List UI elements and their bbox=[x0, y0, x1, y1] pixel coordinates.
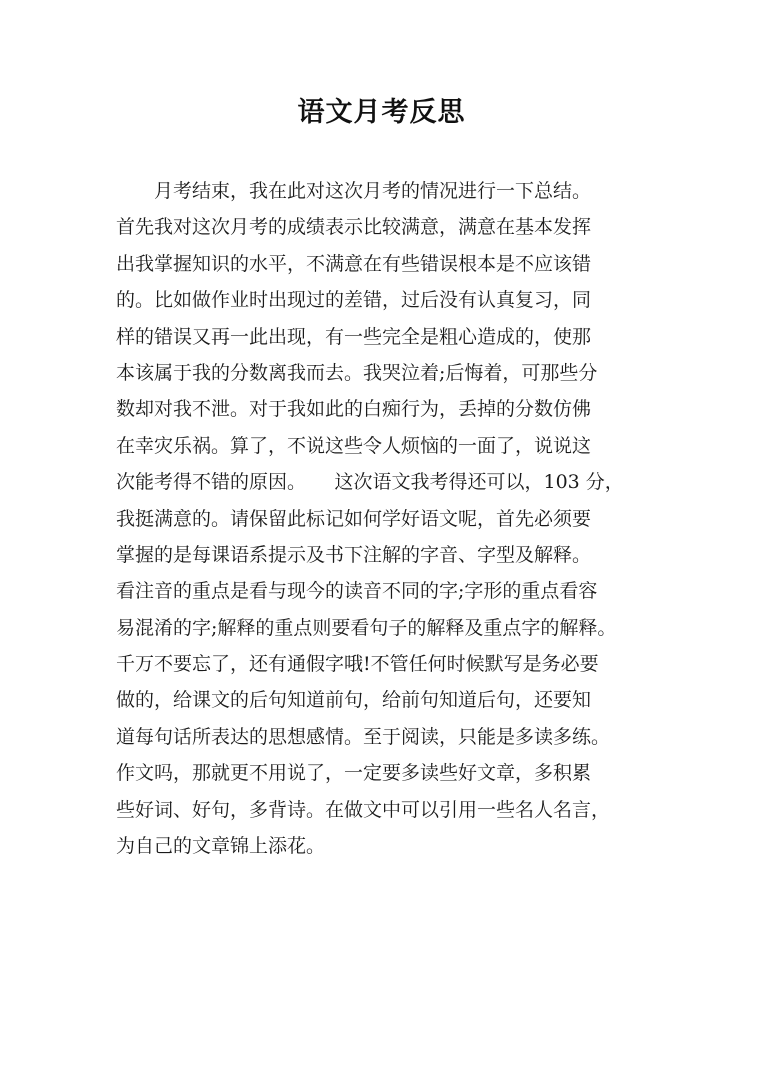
text-line: 些好词、好句，多背诗。在做文中可以引用一些名人名言， bbox=[116, 798, 611, 821]
text-line: 掌握的是每课语系提示及书下注解的字音、字型及解释。 bbox=[116, 543, 592, 566]
text-line: 样的错误又再一此出现，有一些完全是粗心造成的，使那 bbox=[116, 325, 592, 348]
text-line: 千万不要忘了，还有通假字哦!不管任何时候默写是务必要 bbox=[116, 653, 599, 676]
text-line: 作文吗，那就更不用说了，一定要多读些好文章，多积累 bbox=[116, 762, 592, 785]
text-line: 做的，给课文的后句知道前句，给前句知道后句，还要知 bbox=[116, 689, 592, 712]
document-title: 语文月考反思 bbox=[297, 97, 466, 128]
document-body bbox=[116, 173, 676, 864]
text-line: 的。比如做作业时出现过的差错，过后没有认真复习，同 bbox=[116, 289, 592, 312]
text-line: 我挺满意的。请保留此标记如何学好语文呢，首先必须要 bbox=[116, 507, 592, 530]
text-line: 为自己的文章锦上添花。 bbox=[116, 835, 326, 858]
text-line: 数却对我不泄。对于我如此的白痴行为，丢掉的分数仿佛 bbox=[116, 398, 592, 421]
text-line: 道每句话所表达的思想感情。至于阅读，只能是多读多练。 bbox=[116, 725, 611, 748]
text-line: 本该属于我的分数离我而去。我哭泣着;后悔着，可那些分 bbox=[116, 361, 598, 384]
text-line: 次能考得不错的原因。 这次语文我考得还可以，103 分， bbox=[116, 471, 624, 494]
text-line: 首先我对这次月考的成绩表示比较满意，满意在基本发挥 bbox=[116, 216, 592, 239]
text-line: 看注音的重点是看与现今的读音不同的字;字形的重点看容 bbox=[116, 580, 598, 603]
text-line: 易混淆的字;解释的重点则要看句子的解释及重点字的解释。 bbox=[116, 616, 617, 639]
text-line: 出我掌握知识的水平，不满意在有些错误根本是不应该错 bbox=[116, 252, 592, 275]
text-line: 月考结束，我在此对这次月考的情况进行一下总结。 bbox=[116, 180, 592, 202]
text-line: 在幸灾乐祸。算了，不说这些令人烦恼的一面了，说说这 bbox=[116, 434, 592, 457]
